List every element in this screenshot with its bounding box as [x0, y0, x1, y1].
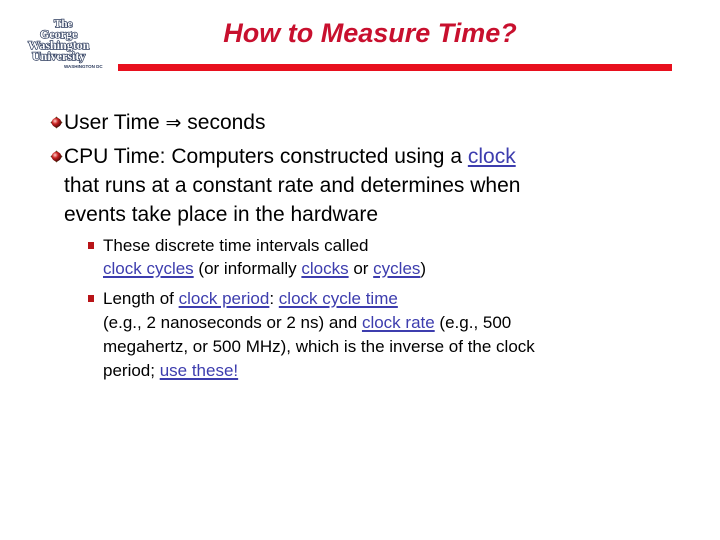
- clock-cycles-link[interactable]: clock cycles: [103, 259, 194, 278]
- logo-line5: WASHINGTON DC: [64, 64, 103, 69]
- logo-line4: University: [32, 49, 86, 63]
- text-segment: :: [269, 289, 279, 308]
- clock-period-link[interactable]: clock period: [178, 289, 270, 308]
- gwu-logo-icon: [24, 16, 114, 70]
- title-rule: [118, 64, 672, 71]
- logo-line3: Washington: [28, 38, 90, 52]
- 3d-ball-bullet-icon: [50, 116, 63, 129]
- subbullet-discrete-line2: [103, 257, 663, 280]
- square-bullet-icon: [88, 242, 94, 249]
- clock-rate-link[interactable]: clock rate: [361, 313, 435, 332]
- slide-title: How to Measure Time?: [223, 18, 517, 48]
- seconds-label: seconds: [181, 111, 266, 134]
- text-segment: (or informally: [193, 259, 302, 278]
- subbullet-length-line1: [103, 287, 663, 310]
- text-segment: period;: [103, 361, 160, 380]
- clock-link[interactable]: clock: [467, 145, 516, 168]
- clock-cycle-time-link[interactable]: clock cycle time: [278, 289, 398, 308]
- subbullet-length-line2: [103, 311, 663, 334]
- text-segment: (e.g., 2 nanoseconds or 2 ns) and: [103, 313, 362, 332]
- use-these-link[interactable]: use these!: [159, 361, 239, 380]
- clocks-link[interactable]: clocks: [301, 259, 349, 278]
- bullet-cpu-time-line3: events take place in the hardware: [64, 203, 379, 226]
- 3d-ball-bullet-icon: [50, 150, 63, 163]
- user-time-label: User Time: [64, 111, 166, 134]
- cpu-time-text: CPU Time: Computers constructed using a: [64, 145, 468, 168]
- text-segment: or: [348, 259, 374, 278]
- bullet-cpu-time-line1: [64, 142, 664, 171]
- logo-line1: The: [54, 18, 73, 30]
- square-bullet-icon: [88, 295, 94, 302]
- text-segment: (e.g., 500: [434, 313, 512, 332]
- text-segment: ): [420, 259, 427, 278]
- cycles-link[interactable]: cycles: [373, 259, 421, 278]
- text-segment: Length of: [103, 289, 179, 308]
- subbullet-length-line4: [103, 359, 663, 382]
- logo-line2: George: [40, 27, 78, 41]
- bullet-user-time: [64, 108, 664, 138]
- subbullet-discrete-line1: These discrete time intervals called: [103, 236, 369, 255]
- implies-arrow-icon: ⇒: [165, 112, 182, 134]
- bullet-cpu-time-line2: that runs at a constant rate and determines when: [64, 174, 521, 197]
- gwu-logo: [24, 16, 114, 70]
- subbullet-length-line3: megahertz, or 500 MHz), which is the inverse of the clock: [103, 337, 535, 356]
